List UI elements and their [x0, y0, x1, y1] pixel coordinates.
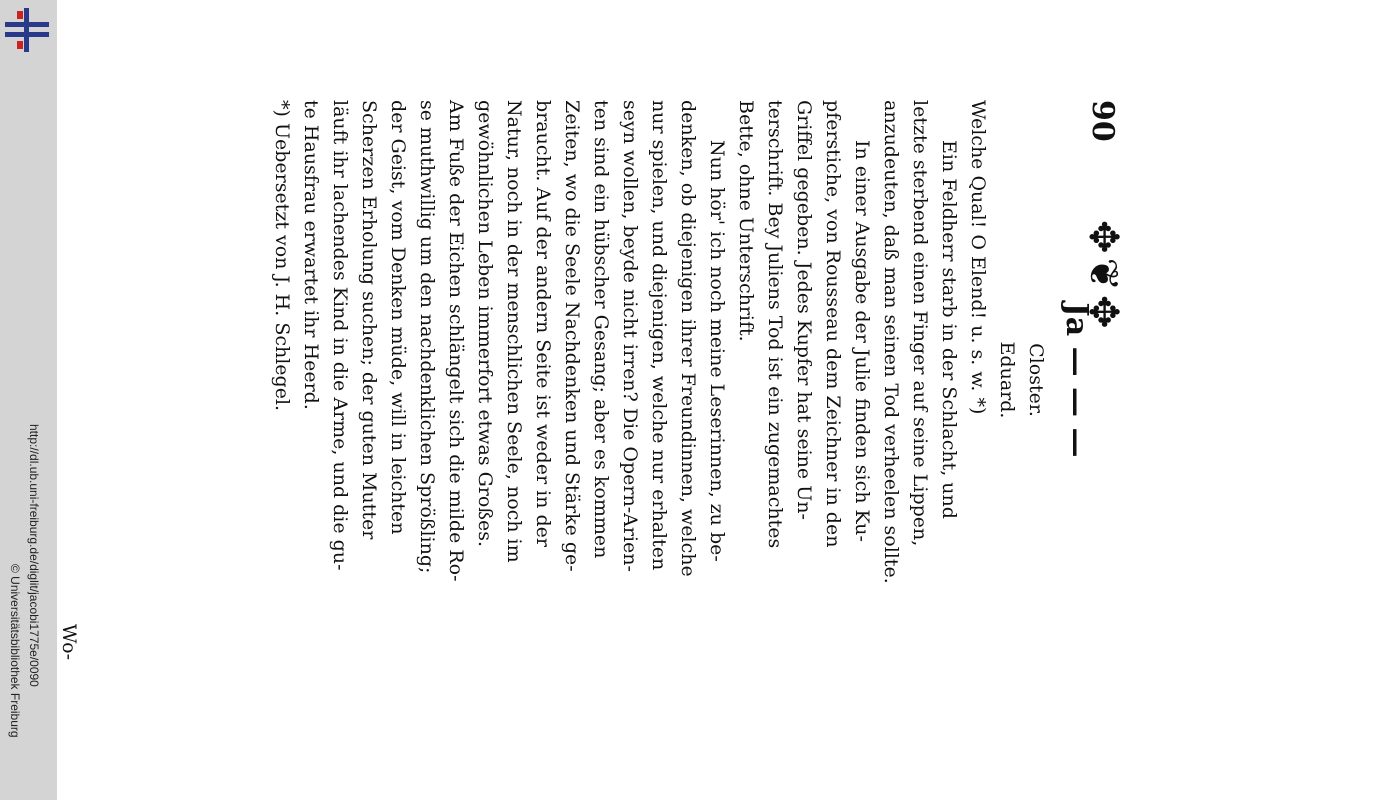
text-line: gewöhnlichen Leben immerfort etwas Großes.: [474, 100, 496, 548]
text-line: Nun hör' ich noch meine Leserinnen, zu be-: [706, 140, 728, 562]
text-line: denken, ob diejenigen ihrer Freundinnen, welche: [677, 100, 699, 577]
text-line: pferstiche, von Rousseau dem Zeichner in den: [822, 100, 844, 548]
text-line: Welche Qual! O Elend! u. s. w. *): [967, 100, 989, 415]
text-line: der Geist, vom Denken müde, will in leichten: [387, 100, 409, 535]
scanned-page: [0, 100, 1126, 660]
copyright-notice: © Universitätsbibliothek Freiburg: [8, 564, 22, 738]
text-line: läuft ihr lachendes Kind in die Arme, und die gu-: [329, 100, 351, 571]
text-line: braucht. Auf der andern Seite ist weder in der: [532, 100, 554, 547]
section-title: Closter.: [1025, 343, 1047, 417]
section-subtitle: Eduard.: [996, 341, 1018, 419]
text-line: In einer Ausgabe der Julie finden sich Ku-: [851, 140, 873, 542]
text-line: Griffel gegeben. Jedes Kupfer hat seine Un-: [793, 100, 815, 520]
text-line: Am Fuße der Eichen schlängelt sich die milde Ro-: [445, 100, 467, 582]
text-line: anzudeuten, daß man seinen Tod verheelen sollte.: [880, 100, 902, 584]
text-line: seyn wollen, beyde nicht irren? Die Opern-Arien-: [619, 100, 641, 572]
page-number: 90: [1085, 100, 1120, 142]
page-body: [267, 100, 1050, 660]
text-line: Zeiten, wo die Seele Nachdenken und Stärke ge-: [561, 100, 583, 572]
text-line: letzte sterbend einen Finger auf seine Lippen,: [909, 100, 931, 547]
text-line: Scherzen Erholung suchen; der guten Mutter: [358, 100, 380, 540]
permalink-url[interactable]: http://dl.ub.uni-freiburg.de/diglit/jacobi1775e/0090: [27, 424, 41, 687]
page-heading: Ja — — —: [1059, 302, 1094, 458]
text-line: se muthwillig um den nachdenklichen Sprößling;: [416, 100, 438, 574]
catchword: Wo-: [58, 623, 80, 660]
text-line: Natur, noch in der menschlichen Seele, noch im: [503, 100, 525, 563]
text-line: te Hausfrau erwartet ihr Heerd.: [300, 100, 322, 410]
footnote: *) Uebersetzt von J. H. Schlegel.: [271, 100, 293, 412]
library-logo-icon[interactable]: [5, 8, 49, 52]
text-line: terschrift. Bey Juliens Tod ist ein zugemachtes: [764, 100, 786, 549]
text-line: Ein Feldherr starb in der Schlacht, und: [938, 140, 960, 519]
text-line: nur spielen, und diejenigen, welche nur erhalten: [648, 100, 670, 571]
text-line: Bette, ohne Unterschrift.: [735, 100, 757, 342]
ornament-icon: ✥❦✥: [1080, 220, 1126, 333]
text-line: ten sind ein hübscher Gesang; aber es kommen: [590, 100, 612, 559]
